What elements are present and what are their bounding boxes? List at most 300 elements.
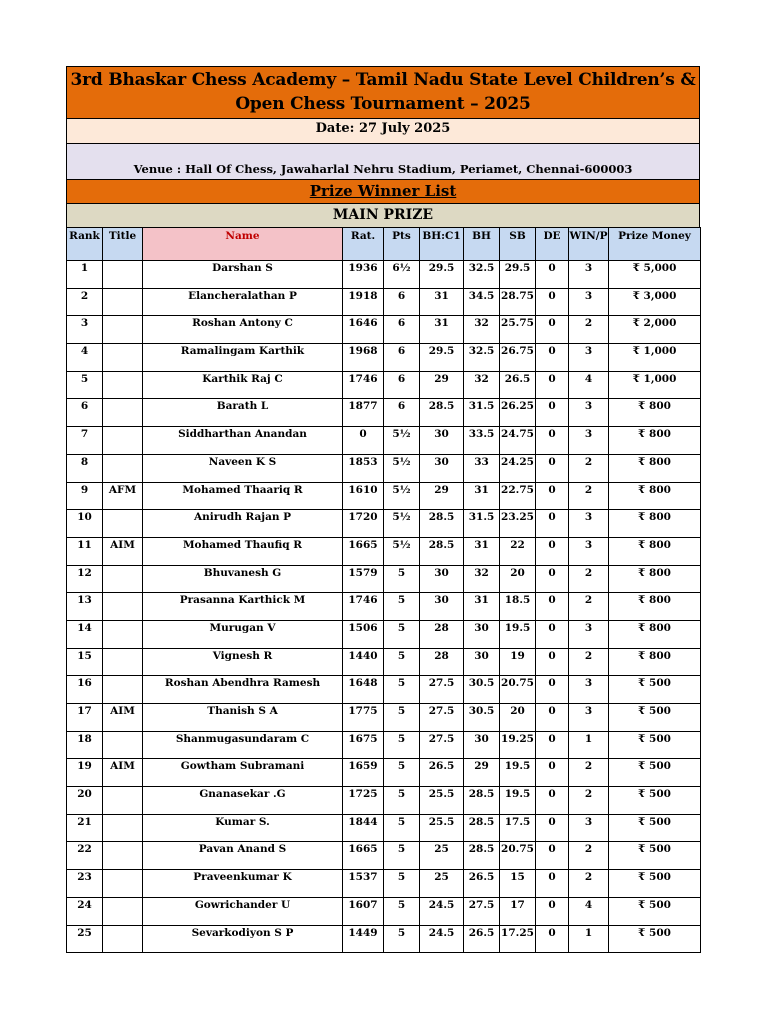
table-row bbox=[67, 925, 701, 953]
table-row bbox=[67, 454, 701, 482]
cell-win-p: 4 bbox=[569, 897, 609, 925]
cell-sb: 17.5 bbox=[500, 814, 536, 842]
cell-name: Praveenkumar K bbox=[143, 870, 343, 898]
cell-rating: 1607 bbox=[343, 897, 384, 925]
cell-rank: 7 bbox=[67, 427, 103, 455]
cell-bh-c1: 31 bbox=[420, 288, 464, 316]
cell-name: Murugan V bbox=[143, 620, 343, 648]
cell-prize-money: ₹ 500 bbox=[609, 925, 701, 953]
cell-rating: 1877 bbox=[343, 399, 384, 427]
table-row bbox=[67, 814, 701, 842]
cell-rating: 1440 bbox=[343, 648, 384, 676]
cell-points: 5½ bbox=[384, 537, 420, 565]
title-line-2: Open Chess Tournament – 2025 bbox=[235, 94, 531, 114]
cell-rating: 1537 bbox=[343, 870, 384, 898]
cell-rating: 1610 bbox=[343, 482, 384, 510]
cell-prize-money: ₹ 500 bbox=[609, 759, 701, 787]
table-row bbox=[67, 704, 701, 732]
column-header-points: Pts bbox=[384, 228, 420, 261]
cell-rating: 1675 bbox=[343, 731, 384, 759]
cell-points: 6 bbox=[384, 399, 420, 427]
cell-de: 0 bbox=[536, 427, 569, 455]
cell-de: 0 bbox=[536, 814, 569, 842]
cell-title bbox=[103, 814, 143, 842]
cell-rank: 4 bbox=[67, 344, 103, 372]
cell-bh-c1: 25.5 bbox=[420, 814, 464, 842]
cell-points: 6 bbox=[384, 371, 420, 399]
section-title: Prize Winner List bbox=[66, 179, 700, 203]
cell-title bbox=[103, 288, 143, 316]
cell-points: 6½ bbox=[384, 261, 420, 289]
cell-bh-c1: 24.5 bbox=[420, 897, 464, 925]
cell-points: 5½ bbox=[384, 482, 420, 510]
tournament-venue: Venue : Hall Of Chess, Jawaharlal Nehru Stadium, Periamet, Chennai-600003 bbox=[66, 143, 700, 179]
cell-bh: 28.5 bbox=[464, 842, 500, 870]
cell-name: Kumar S. bbox=[143, 814, 343, 842]
table-row bbox=[67, 344, 701, 372]
cell-rank: 5 bbox=[67, 371, 103, 399]
cell-bh-c1: 28.5 bbox=[420, 537, 464, 565]
table-row bbox=[67, 316, 701, 344]
column-header-bh-c1: BH:C1 bbox=[420, 228, 464, 261]
cell-bh: 32 bbox=[464, 316, 500, 344]
cell-sb: 19.5 bbox=[500, 759, 536, 787]
cell-title: AIM bbox=[103, 759, 143, 787]
cell-win-p: 2 bbox=[569, 316, 609, 344]
cell-win-p: 3 bbox=[569, 288, 609, 316]
cell-sb: 28.75 bbox=[500, 288, 536, 316]
cell-bh-c1: 29 bbox=[420, 482, 464, 510]
cell-de: 0 bbox=[536, 482, 569, 510]
cell-rank: 11 bbox=[67, 537, 103, 565]
cell-de: 0 bbox=[536, 344, 569, 372]
cell-sb: 19.5 bbox=[500, 620, 536, 648]
cell-sb: 18.5 bbox=[500, 593, 536, 621]
cell-name: Gowtham Subramani bbox=[143, 759, 343, 787]
cell-points: 5 bbox=[384, 814, 420, 842]
cell-bh-c1: 28 bbox=[420, 620, 464, 648]
table-row bbox=[67, 371, 701, 399]
cell-de: 0 bbox=[536, 870, 569, 898]
subsection-title: MAIN PRIZE bbox=[66, 203, 700, 227]
cell-prize-money: ₹ 800 bbox=[609, 482, 701, 510]
table-row bbox=[67, 565, 701, 593]
cell-name: Elancheralathan P bbox=[143, 288, 343, 316]
cell-bh-c1: 26.5 bbox=[420, 759, 464, 787]
cell-name: Roshan Antony C bbox=[143, 316, 343, 344]
cell-win-p: 2 bbox=[569, 482, 609, 510]
table-row bbox=[67, 288, 701, 316]
cell-win-p: 3 bbox=[569, 261, 609, 289]
cell-rating: 1579 bbox=[343, 565, 384, 593]
cell-rank: 9 bbox=[67, 482, 103, 510]
cell-prize-money: ₹ 1,000 bbox=[609, 344, 701, 372]
cell-prize-money: ₹ 500 bbox=[609, 870, 701, 898]
cell-points: 5 bbox=[384, 787, 420, 815]
cell-prize-money: ₹ 800 bbox=[609, 510, 701, 538]
table-row bbox=[67, 648, 701, 676]
cell-bh-c1: 24.5 bbox=[420, 925, 464, 953]
cell-de: 0 bbox=[536, 925, 569, 953]
cell-bh-c1: 28.5 bbox=[420, 399, 464, 427]
cell-prize-money: ₹ 500 bbox=[609, 731, 701, 759]
cell-name: Ramalingam Karthik bbox=[143, 344, 343, 372]
cell-points: 5 bbox=[384, 676, 420, 704]
cell-rating: 1844 bbox=[343, 814, 384, 842]
cell-sb: 20 bbox=[500, 565, 536, 593]
cell-bh: 27.5 bbox=[464, 897, 500, 925]
cell-rank: 23 bbox=[67, 870, 103, 898]
cell-bh: 31.5 bbox=[464, 510, 500, 538]
cell-win-p: 3 bbox=[569, 814, 609, 842]
cell-bh-c1: 25 bbox=[420, 842, 464, 870]
cell-rank: 1 bbox=[67, 261, 103, 289]
cell-points: 5½ bbox=[384, 510, 420, 538]
cell-name: Darshan S bbox=[143, 261, 343, 289]
table-row bbox=[67, 620, 701, 648]
table-row bbox=[67, 731, 701, 759]
cell-win-p: 3 bbox=[569, 344, 609, 372]
cell-de: 0 bbox=[536, 510, 569, 538]
cell-points: 6 bbox=[384, 344, 420, 372]
cell-name: Mohamed Thaufiq R bbox=[143, 537, 343, 565]
cell-rank: 2 bbox=[67, 288, 103, 316]
cell-rank: 25 bbox=[67, 925, 103, 953]
cell-title bbox=[103, 620, 143, 648]
cell-bh: 30 bbox=[464, 648, 500, 676]
cell-points: 5 bbox=[384, 897, 420, 925]
cell-bh-c1: 25.5 bbox=[420, 787, 464, 815]
cell-sb: 29.5 bbox=[500, 261, 536, 289]
cell-de: 0 bbox=[536, 759, 569, 787]
cell-rating: 1725 bbox=[343, 787, 384, 815]
cell-rank: 8 bbox=[67, 454, 103, 482]
cell-rating: 1665 bbox=[343, 537, 384, 565]
cell-de: 0 bbox=[536, 731, 569, 759]
cell-prize-money: ₹ 500 bbox=[609, 842, 701, 870]
cell-bh: 26.5 bbox=[464, 925, 500, 953]
table-row bbox=[67, 510, 701, 538]
cell-title bbox=[103, 648, 143, 676]
cell-bh-c1: 27.5 bbox=[420, 731, 464, 759]
table-row bbox=[67, 482, 701, 510]
table-row bbox=[67, 676, 701, 704]
cell-points: 5 bbox=[384, 870, 420, 898]
cell-title bbox=[103, 399, 143, 427]
cell-name: Thanish S A bbox=[143, 704, 343, 732]
cell-points: 5 bbox=[384, 842, 420, 870]
cell-sb: 19 bbox=[500, 648, 536, 676]
cell-de: 0 bbox=[536, 316, 569, 344]
table-body bbox=[67, 261, 701, 953]
cell-de: 0 bbox=[536, 565, 569, 593]
cell-bh-c1: 31 bbox=[420, 316, 464, 344]
cell-title bbox=[103, 842, 143, 870]
cell-points: 5 bbox=[384, 620, 420, 648]
table-row bbox=[67, 399, 701, 427]
cell-win-p: 3 bbox=[569, 676, 609, 704]
cell-title bbox=[103, 925, 143, 953]
cell-rank: 15 bbox=[67, 648, 103, 676]
cell-title bbox=[103, 371, 143, 399]
cell-win-p: 3 bbox=[569, 427, 609, 455]
cell-name: Shanmugasundaram C bbox=[143, 731, 343, 759]
cell-bh-c1: 30 bbox=[420, 565, 464, 593]
table-row bbox=[67, 427, 701, 455]
cell-sb: 25.75 bbox=[500, 316, 536, 344]
cell-title bbox=[103, 897, 143, 925]
tournament-date: Date: 27 July 2025 bbox=[66, 118, 700, 143]
cell-rating: 1659 bbox=[343, 759, 384, 787]
cell-prize-money: ₹ 500 bbox=[609, 897, 701, 925]
cell-points: 5½ bbox=[384, 427, 420, 455]
cell-bh: 31 bbox=[464, 482, 500, 510]
cell-bh-c1: 29.5 bbox=[420, 344, 464, 372]
cell-title bbox=[103, 870, 143, 898]
column-header-rank: Rank bbox=[67, 228, 103, 261]
cell-win-p: 4 bbox=[569, 371, 609, 399]
cell-rating: 1746 bbox=[343, 593, 384, 621]
cell-rank: 24 bbox=[67, 897, 103, 925]
cell-sb: 23.25 bbox=[500, 510, 536, 538]
cell-de: 0 bbox=[536, 676, 569, 704]
column-header-bh: BH bbox=[464, 228, 500, 261]
cell-de: 0 bbox=[536, 454, 569, 482]
cell-name: Karthik Raj C bbox=[143, 371, 343, 399]
cell-bh: 29 bbox=[464, 759, 500, 787]
column-header-title: Title bbox=[103, 228, 143, 261]
cell-bh-c1: 30 bbox=[420, 427, 464, 455]
cell-sb: 24.75 bbox=[500, 427, 536, 455]
table-header-row bbox=[67, 228, 701, 261]
cell-title bbox=[103, 316, 143, 344]
cell-title bbox=[103, 427, 143, 455]
cell-rank: 14 bbox=[67, 620, 103, 648]
cell-rating: 1449 bbox=[343, 925, 384, 953]
cell-prize-money: ₹ 800 bbox=[609, 565, 701, 593]
cell-de: 0 bbox=[536, 620, 569, 648]
cell-sb: 15 bbox=[500, 870, 536, 898]
cell-rating: 1853 bbox=[343, 454, 384, 482]
cell-rating: 1646 bbox=[343, 316, 384, 344]
cell-title bbox=[103, 787, 143, 815]
cell-win-p: 2 bbox=[569, 593, 609, 621]
cell-points: 5 bbox=[384, 925, 420, 953]
cell-title: AFM bbox=[103, 482, 143, 510]
cell-sb: 24.25 bbox=[500, 454, 536, 482]
cell-title bbox=[103, 731, 143, 759]
cell-win-p: 3 bbox=[569, 620, 609, 648]
cell-title bbox=[103, 261, 143, 289]
cell-bh: 28.5 bbox=[464, 787, 500, 815]
cell-name: Prasanna Karthick M bbox=[143, 593, 343, 621]
cell-bh-c1: 25 bbox=[420, 870, 464, 898]
cell-bh: 34.5 bbox=[464, 288, 500, 316]
tournament-title bbox=[66, 66, 700, 118]
cell-rank: 13 bbox=[67, 593, 103, 621]
cell-win-p: 2 bbox=[569, 565, 609, 593]
cell-points: 5 bbox=[384, 593, 420, 621]
cell-rating: 1665 bbox=[343, 842, 384, 870]
cell-win-p: 1 bbox=[569, 925, 609, 953]
cell-rank: 17 bbox=[67, 704, 103, 732]
column-header-prize-money: Prize Money bbox=[609, 228, 701, 261]
cell-sb: 22.75 bbox=[500, 482, 536, 510]
cell-prize-money: ₹ 800 bbox=[609, 454, 701, 482]
cell-bh: 31 bbox=[464, 593, 500, 621]
cell-win-p: 3 bbox=[569, 704, 609, 732]
table-row bbox=[67, 261, 701, 289]
cell-points: 5 bbox=[384, 648, 420, 676]
cell-sb: 17 bbox=[500, 897, 536, 925]
cell-bh-c1: 30 bbox=[420, 593, 464, 621]
cell-bh-c1: 28 bbox=[420, 648, 464, 676]
cell-points: 5 bbox=[384, 704, 420, 732]
cell-win-p: 2 bbox=[569, 842, 609, 870]
cell-sb: 20 bbox=[500, 704, 536, 732]
cell-title bbox=[103, 510, 143, 538]
cell-prize-money: ₹ 800 bbox=[609, 399, 701, 427]
column-header-de: DE bbox=[536, 228, 569, 261]
cell-bh: 32.5 bbox=[464, 261, 500, 289]
cell-title bbox=[103, 676, 143, 704]
cell-rating: 1775 bbox=[343, 704, 384, 732]
cell-sb: 26.5 bbox=[500, 371, 536, 399]
cell-bh: 30.5 bbox=[464, 704, 500, 732]
cell-win-p: 2 bbox=[569, 870, 609, 898]
cell-points: 6 bbox=[384, 288, 420, 316]
cell-rating: 1506 bbox=[343, 620, 384, 648]
cell-prize-money: ₹ 500 bbox=[609, 814, 701, 842]
cell-sb: 17.25 bbox=[500, 925, 536, 953]
cell-points: 5 bbox=[384, 565, 420, 593]
cell-prize-money: ₹ 500 bbox=[609, 676, 701, 704]
table-row bbox=[67, 842, 701, 870]
cell-rating: 1936 bbox=[343, 261, 384, 289]
cell-win-p: 3 bbox=[569, 510, 609, 538]
cell-bh-c1: 27.5 bbox=[420, 704, 464, 732]
table-row bbox=[67, 787, 701, 815]
cell-bh-c1: 30 bbox=[420, 454, 464, 482]
cell-name: Mohamed Thaariq R bbox=[143, 482, 343, 510]
cell-title bbox=[103, 565, 143, 593]
cell-rating: 1746 bbox=[343, 371, 384, 399]
cell-bh: 32 bbox=[464, 371, 500, 399]
cell-bh: 30 bbox=[464, 620, 500, 648]
cell-bh: 30.5 bbox=[464, 676, 500, 704]
cell-rank: 19 bbox=[67, 759, 103, 787]
cell-de: 0 bbox=[536, 897, 569, 925]
table-row bbox=[67, 593, 701, 621]
cell-bh: 28.5 bbox=[464, 814, 500, 842]
cell-prize-money: ₹ 500 bbox=[609, 787, 701, 815]
cell-name: Barath L bbox=[143, 399, 343, 427]
cell-points: 5 bbox=[384, 731, 420, 759]
cell-prize-money: ₹ 500 bbox=[609, 704, 701, 732]
cell-prize-money: ₹ 5,000 bbox=[609, 261, 701, 289]
cell-de: 0 bbox=[536, 842, 569, 870]
cell-name: Anirudh Rajan P bbox=[143, 510, 343, 538]
cell-de: 0 bbox=[536, 537, 569, 565]
cell-sb: 20.75 bbox=[500, 676, 536, 704]
cell-win-p: 2 bbox=[569, 787, 609, 815]
cell-prize-money: ₹ 2,000 bbox=[609, 316, 701, 344]
cell-rank: 20 bbox=[67, 787, 103, 815]
cell-bh: 30 bbox=[464, 731, 500, 759]
cell-prize-money: ₹ 800 bbox=[609, 648, 701, 676]
cell-name: Sevarkodiyon S P bbox=[143, 925, 343, 953]
cell-name: Gowrichander U bbox=[143, 897, 343, 925]
cell-de: 0 bbox=[536, 399, 569, 427]
cell-bh: 32 bbox=[464, 565, 500, 593]
cell-bh: 33 bbox=[464, 454, 500, 482]
cell-sb: 19.5 bbox=[500, 787, 536, 815]
table-row bbox=[67, 537, 701, 565]
cell-prize-money: ₹ 800 bbox=[609, 427, 701, 455]
cell-bh: 26.5 bbox=[464, 870, 500, 898]
cell-title: AIM bbox=[103, 704, 143, 732]
cell-title bbox=[103, 344, 143, 372]
cell-prize-money: ₹ 800 bbox=[609, 593, 701, 621]
cell-rating: 1648 bbox=[343, 676, 384, 704]
table-row bbox=[67, 870, 701, 898]
cell-name: Vignesh R bbox=[143, 648, 343, 676]
cell-name: Roshan Abendhra Ramesh bbox=[143, 676, 343, 704]
cell-win-p: 3 bbox=[569, 537, 609, 565]
cell-rank: 22 bbox=[67, 842, 103, 870]
cell-points: 5 bbox=[384, 759, 420, 787]
cell-prize-money: ₹ 1,000 bbox=[609, 371, 701, 399]
cell-rank: 16 bbox=[67, 676, 103, 704]
cell-bh-c1: 28.5 bbox=[420, 510, 464, 538]
cell-de: 0 bbox=[536, 648, 569, 676]
cell-prize-money: ₹ 3,000 bbox=[609, 288, 701, 316]
cell-prize-money: ₹ 800 bbox=[609, 537, 701, 565]
cell-win-p: 2 bbox=[569, 648, 609, 676]
cell-prize-money: ₹ 800 bbox=[609, 620, 701, 648]
cell-de: 0 bbox=[536, 787, 569, 815]
cell-points: 5½ bbox=[384, 454, 420, 482]
cell-title bbox=[103, 593, 143, 621]
cell-de: 0 bbox=[536, 288, 569, 316]
cell-rank: 3 bbox=[67, 316, 103, 344]
prize-sheet bbox=[66, 66, 700, 953]
cell-title bbox=[103, 454, 143, 482]
cell-bh-c1: 29 bbox=[420, 371, 464, 399]
cell-rating: 1918 bbox=[343, 288, 384, 316]
cell-rating: 1720 bbox=[343, 510, 384, 538]
column-header-rating: Rat. bbox=[343, 228, 384, 261]
cell-sb: 26.25 bbox=[500, 399, 536, 427]
cell-rating: 1968 bbox=[343, 344, 384, 372]
cell-rank: 21 bbox=[67, 814, 103, 842]
cell-de: 0 bbox=[536, 261, 569, 289]
cell-bh-c1: 27.5 bbox=[420, 676, 464, 704]
cell-bh: 31 bbox=[464, 537, 500, 565]
cell-bh: 33.5 bbox=[464, 427, 500, 455]
cell-rank: 6 bbox=[67, 399, 103, 427]
cell-sb: 22 bbox=[500, 537, 536, 565]
cell-rank: 18 bbox=[67, 731, 103, 759]
cell-name: Gnanasekar .G bbox=[143, 787, 343, 815]
cell-win-p: 2 bbox=[569, 759, 609, 787]
table-row bbox=[67, 759, 701, 787]
cell-rating: 0 bbox=[343, 427, 384, 455]
cell-bh-c1: 29.5 bbox=[420, 261, 464, 289]
cell-bh: 31.5 bbox=[464, 399, 500, 427]
cell-de: 0 bbox=[536, 371, 569, 399]
cell-name: Naveen K S bbox=[143, 454, 343, 482]
